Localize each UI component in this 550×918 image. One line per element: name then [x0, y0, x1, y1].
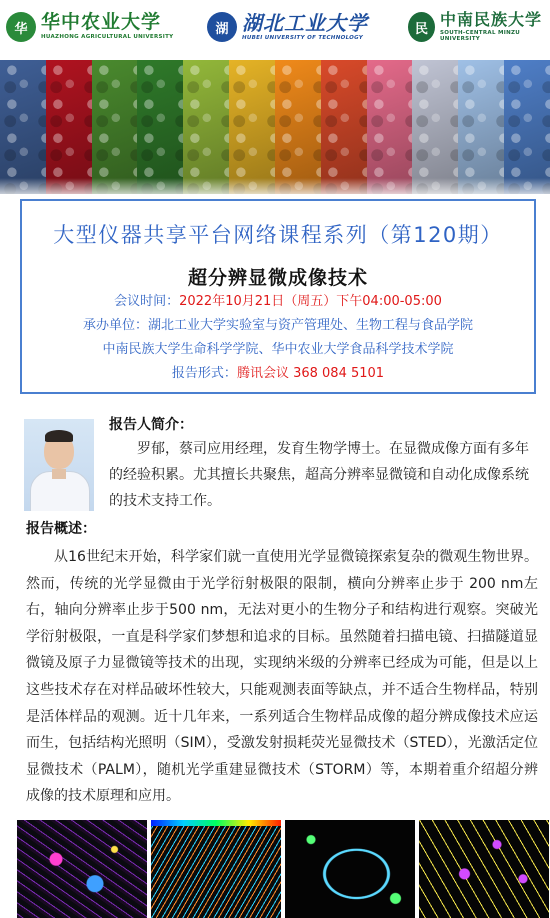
host-line-2	[22, 338, 534, 362]
host-value-2: 中南民族大学生命科学学院、华中农业大学食品科学技术学院	[102, 342, 454, 357]
host-line-1	[22, 314, 534, 338]
banner-strip	[137, 60, 183, 194]
logo-hbut-en: HUBEI UNIVERSITY OF TECHNOLOGY	[242, 34, 364, 41]
microscopy-image-cells	[17, 820, 147, 918]
meeting-time-value: 2022年10月21日（周五）下午04:00-05:00	[179, 294, 442, 309]
banner-strip	[504, 60, 550, 194]
lecture-topic: 超分辨显微成像技术	[187, 267, 368, 289]
banner-strip	[0, 60, 46, 194]
abstract-text: 从16世纪末开始，科学家们就一直使用光学显微镜探索复杂的微观生物世界。然而，传统的光学显微由于光学衍射极限的限制，横向分辨率止步于 200 nm左右，轴向分辨率止步于500 nm，无法对更小的生物分子和结构进行观察。突破光学衍射极限，一直是科学家们梦想和追求的目标。虽然随着扫描电镜、扫描隧道显微镜及原子力显微镜等技术的出现，实现纳米级的分辨率已经成为可能，但是以上这些技术存在对样品破坏性较大，只能观测表面等缺点，并不适合生物样品，特别是活体样品的观测。近十几年来，一系列适合生物样品成像的超分辨成像技术应运而生，包括结构光照明（SIM），受激发射损耗荧光显微技术（STED），光激活定位显微技术（PALM），随机光学重建显微技术（STORM）等，本期着重介绍超分辨成像的技术原理和应用。	[26, 549, 538, 805]
abstract-heading: 报告概述：	[26, 521, 96, 537]
banner-strip	[321, 60, 367, 194]
banner-strip	[367, 60, 413, 194]
microscopy-image-neurons	[419, 820, 549, 918]
microscopy-images	[17, 820, 550, 918]
title-box	[20, 199, 536, 394]
banner-strip	[46, 60, 92, 194]
food-banner-image	[0, 60, 550, 194]
speaker-bio: 罗郁，蔡司应用经理，发育生物学博士。在显微成像方面有多年的经验积累。尤其擅长共聚焦，超高分辨率显微镜和自动化成像系统的技术支持工作。	[109, 441, 529, 509]
logo-hbut	[207, 12, 368, 42]
banner-strip	[92, 60, 138, 194]
logo-muc-en: SOUTH-CENTRAL MINZU UNIVERSITY	[439, 30, 521, 42]
meeting-time-label: 会议时间：	[114, 294, 180, 309]
banner-strip	[229, 60, 275, 194]
host-value-1: 湖北工业大学实验室与资产管理处、生物工程与食品学院	[148, 318, 474, 333]
banner-strip	[183, 60, 229, 194]
logo-muc	[408, 12, 550, 42]
logo-muc-name: 中南民族大学	[439, 10, 542, 29]
format-line	[22, 362, 534, 386]
microscopy-image-filaments	[151, 820, 281, 918]
logo-hzau-en: HUAZHONG AGRICULTURAL UNIVERSITY	[41, 34, 174, 41]
microscopy-image-ring	[285, 820, 415, 918]
banner-strip	[458, 60, 504, 194]
logo-hzau-name: 华中农业大学	[41, 11, 162, 34]
logo-hzau	[6, 12, 173, 42]
hzau-emblem-icon: 华	[6, 12, 36, 42]
banner-fade	[0, 178, 550, 200]
host-label: 承办单位：	[82, 318, 148, 333]
format-value: 腾讯会议	[236, 366, 289, 381]
logo-hbut-name: 湖北工业大学	[242, 10, 368, 35]
muc-emblem-icon: 民	[408, 12, 435, 42]
speaker-photo	[24, 419, 94, 511]
format-label: 报告形式：	[171, 366, 237, 381]
hbut-emblem-icon: 湖	[207, 12, 237, 42]
banner-strip	[412, 60, 458, 194]
meeting-time-line	[22, 290, 534, 314]
series-title: 大型仪器共享平台网络课程系列（第120期）	[53, 223, 503, 247]
speaker-heading: 报告人简介：	[109, 417, 193, 433]
banner-strip	[275, 60, 321, 194]
header-logos	[0, 0, 550, 58]
meeting-id[interactable]: 368 084 5101	[293, 366, 385, 381]
